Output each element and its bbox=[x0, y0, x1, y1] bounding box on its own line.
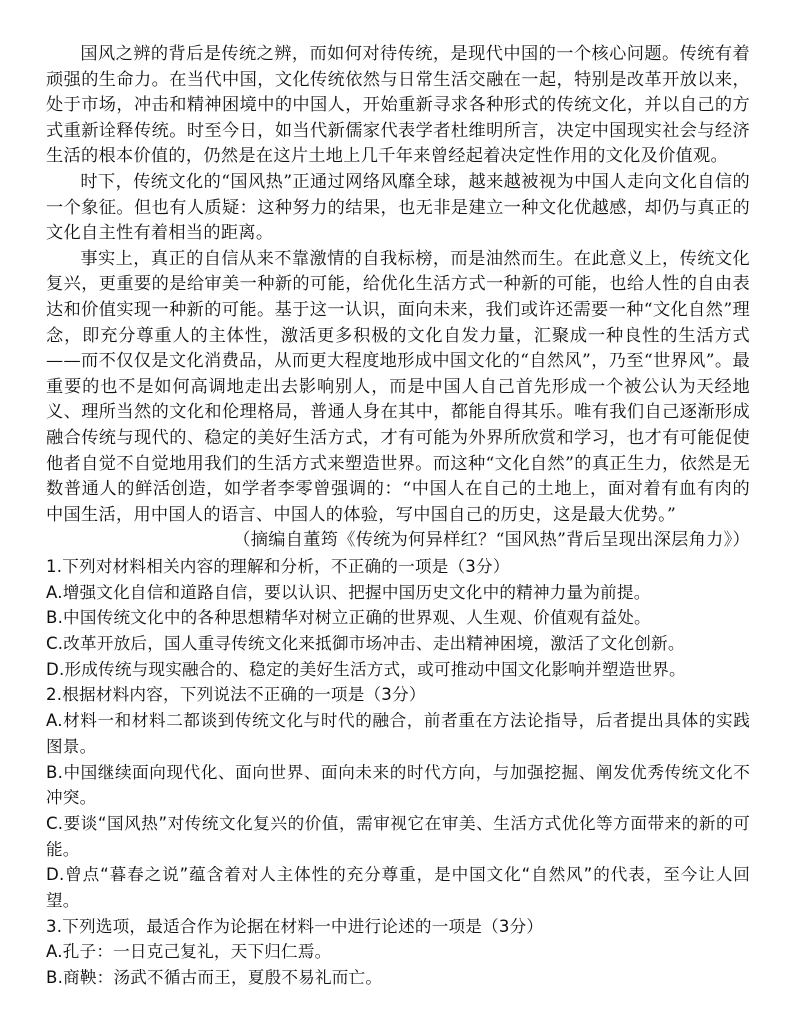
option-c: C.要谈“国风热”对传统文化复兴的价值，需审视它在审美、生活方式优化等方面带来的新的可能。 bbox=[46, 813, 750, 859]
option-b: B.中国传统文化中的各种思想精华对树立正确的世界观、人生观、价值观有益处。 bbox=[46, 608, 651, 628]
option-d: D.曾点“暮春之说”蕴含着对人主体性的充分尊重，是中国文化“自然风”的代表，至今让人回望。 bbox=[46, 865, 750, 911]
option-b: B.商鞅：汤武不循古而王，夏殷不易礼而亡。 bbox=[46, 968, 383, 988]
question-stem: 1.下列对材料相关内容的理解和分析，不正确的一项是（3分） bbox=[46, 556, 510, 576]
option-c: C.改革开放后，国人重寻传统文化来抵御市场冲击、走出精神困境，激活了文化创新。 bbox=[46, 633, 685, 653]
passage-paragraph-2: 时下，传统文化的“国风热”正通过网络风靡全球，越来越被视为中国人走向文化自信的一个象征。但也有人质疑：这种努力的结果，也无非是建立一种文化优越感，却仍与真正的文化自主性有着相当的距离。 bbox=[46, 171, 750, 244]
question-stem: 3.下列选项，最适合作为论据在材料一中进行论述的一项是（3分） bbox=[46, 916, 544, 936]
option-b: B.中国继续面向现代化、面向世界、面向未来的时代方向，与加强挖掘、阐发优秀传统文化不冲突。 bbox=[46, 762, 750, 808]
option-a: A.材料一和材料二都谈到传统文化与时代的融合，前者重在方法论指导，后者提出具体的实践图景。 bbox=[46, 711, 750, 756]
question-stem: 2.根据材料内容，下列说法不正确的一项是（3分） bbox=[46, 685, 426, 705]
passage-paragraph-1: 国风之辨的背后是传统之辨，而如何对待传统，是现代中国的一个核心问题。传统有着顽强的生命力。在当代中国，文化传统依然与日常生活交融在一起，特别是改革开放以来，处于市场，冲击和精神困境中的中国人，开始重新寻求各种形式的传统文化，并以自己的方式重新诠释传统。时至今日，如当代新儒家代表学者杜维明所言，决定中国现实社会与经济生活的根本价值的，仍然是在这片土地上几千年来曾经起着决定性作用的文化及价值观。 bbox=[46, 44, 750, 167]
passage-paragraph-3: 事实上，真正的自信从来不靠激情的自我标榜，而是油然而生。在此意义上，传统文化复兴，更重要的是给审美一种新的可能，给优化生活方式一种新的可能，也给人性的自由表达和价值实现一种新的可能。基于这一认识，面向未来，我们或许还需要一种“文化自然”理念，即充分尊重人的主体性，激活更多积极的文化自发力量，汇聚成一种良性的生活方式——而不仅仅是文化消费品，从而更大程度地形成中国文化的“自然风”，乃至“世界风”。最重要的也不是如何高调地走出去影响别人，而是中国人自己首先形成一个被公认为天经地义、理所当然的文化和伦理格局，普通人身在其中，都能自得其乐。唯有我们自己逐渐形成融合传统与现代的、稳定的美好生活方式，才有可能为外界所欣赏和学习，也才有可能促使他者自觉不自觉地用我们的生活方式来塑造世界。而这种“文化自然”的真正生力，依然是无数普通人的鲜活创造，如学者李零曾强调的：“中国人在自己的土地上，面对着有血有肉的中国生活，用中国人的语言、中国人的体验，写中国自己的历史，这是最大优势。” bbox=[46, 248, 750, 525]
passage-source: （摘编自董筠《传统为何异样红？“国风热”背后呈现出深层角力》） bbox=[233, 530, 750, 551]
question-3 bbox=[46, 914, 750, 991]
option-d: D.形成传统与现实融合的、稳定的美好生活方式，或可推动中国文化影响并塑造世界。 bbox=[46, 659, 686, 679]
document-page bbox=[46, 42, 750, 991]
option-a: A.增强文化自信和道路自信，要以认识、把握中国历史文化中的精神力量为前提。 bbox=[46, 582, 651, 602]
question-2 bbox=[46, 682, 750, 913]
option-a: A.孔子：一日克己复礼，天下归仁焉。 bbox=[46, 942, 332, 962]
question-1 bbox=[46, 554, 750, 683]
